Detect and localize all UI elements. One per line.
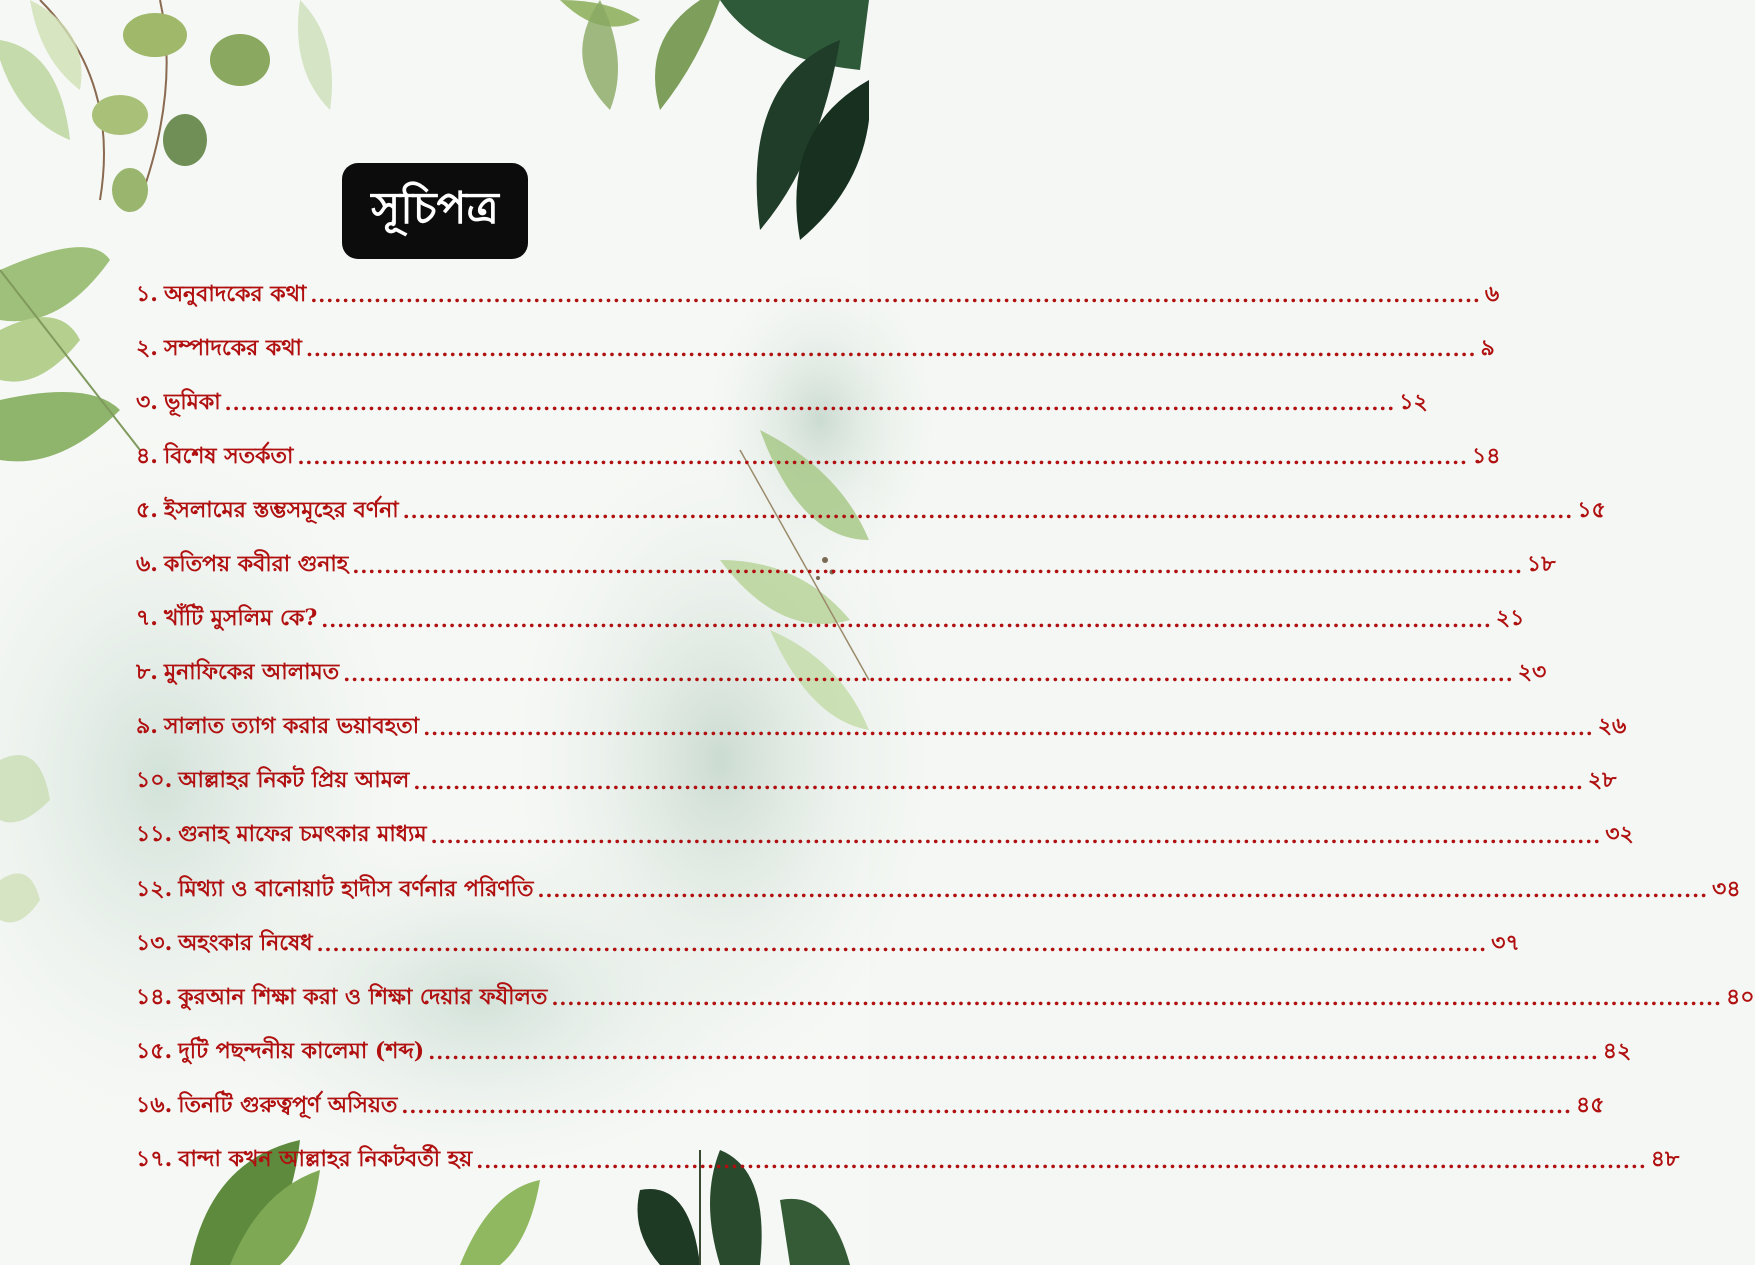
toc-entry-title: মুনাফিকের আলামত xyxy=(163,659,340,686)
toc-dot-leader: ................................................................................................................................................... xyxy=(402,499,1574,524)
toc-entry-title: দুটি পছন্দনীয় কালেমা (শব্দ) xyxy=(178,1037,425,1064)
toc-dot-leader: ................................................................................................................................................... xyxy=(224,391,1396,416)
toc-entry-number: ১৩. xyxy=(136,929,173,956)
toc-dot-leader: ................................................................................................................................................... xyxy=(413,769,1584,794)
toc-dot-leader: ................................................................................................................................................... xyxy=(343,661,1514,686)
title-box xyxy=(342,163,528,259)
toc-dot-leader: ................................................................................................................................................... xyxy=(401,1094,1572,1119)
toc-entry-number: ১৫. xyxy=(136,1037,173,1064)
toc-entry-page: ৩২ xyxy=(1605,821,1634,848)
toc-entry-title: অনুবাদকের কথা xyxy=(163,280,307,307)
toc-entry-title: কুরআন শিক্ষা করা ও শিক্ষা দেয়ার ফযীলত xyxy=(178,983,548,1010)
toc-entry-number: ১৪. xyxy=(136,983,173,1010)
toc-entry-page: ১২ xyxy=(1399,388,1428,415)
toc-entry-page: ১৫ xyxy=(1577,496,1606,523)
toc-dot-leader: ................................................................................................................................................... xyxy=(321,607,1492,632)
toc-entry-title: সম্পাদকের কথা xyxy=(163,334,302,361)
toc-entry-title: গুনাহ মাফের চমৎকার মাধ্যম xyxy=(178,821,427,848)
toc-entry-title: আল্লাহর নিকট প্রিয় আমল xyxy=(178,767,410,794)
toc-dot-leader: ................................................................................................................................................... xyxy=(305,337,1477,362)
toc-entry[interactable] xyxy=(136,1025,1632,1079)
toc-dot-leader: ................................................................................................................................................... xyxy=(430,823,1602,848)
toc-entry-page: ৪৫ xyxy=(1575,1091,1605,1118)
toc-entry-title: খাঁটি মুসলিম কে? xyxy=(163,605,318,632)
toc-dot-leader: ................................................................................................................................................... xyxy=(316,932,1488,957)
toc-entry[interactable] xyxy=(136,863,1741,917)
toc-entry[interactable] xyxy=(136,701,1627,755)
toc-entry-number: ১৭. xyxy=(136,1146,173,1173)
toc-entry-number: ৭. xyxy=(136,605,158,632)
toc-entry[interactable] xyxy=(136,593,1525,647)
toc-entry[interactable] xyxy=(136,268,1500,322)
toc-entry-number: ১০. xyxy=(136,767,173,794)
toc-entry-number: ৮. xyxy=(136,659,158,686)
toc-entry[interactable] xyxy=(136,917,1520,971)
toc-entry-page: ৪২ xyxy=(1602,1037,1632,1064)
toc-entry[interactable] xyxy=(136,971,1755,1025)
toc-entry-number: ৬. xyxy=(136,551,158,578)
toc-dot-leader: ................................................................................................................................................... xyxy=(423,715,1594,740)
toc-entry-title: কতিপয় কবীরা গুনাহ xyxy=(163,551,349,578)
toc-entry[interactable] xyxy=(136,538,1556,592)
toc-entry-number: ১১. xyxy=(136,821,173,848)
toc-entry-page: ৬ xyxy=(1484,280,1500,307)
toc-entry-number: ৩. xyxy=(136,388,158,415)
toc-dot-leader: ................................................................................................................................................... xyxy=(352,553,1523,578)
toc-entry[interactable] xyxy=(136,809,1634,863)
toc-entry-title: সালাত ত্যাগ করার ভয়াবহতা xyxy=(163,713,420,740)
toc-entry-number: ৫. xyxy=(136,496,158,523)
toc-entry-page: ৯ xyxy=(1480,334,1495,361)
toc-entry-number: ১২. xyxy=(136,875,173,902)
toc-dot-leader: ................................................................................................................................................... xyxy=(310,283,1481,308)
toc-entry-title: ইসলামের স্তম্ভসমূহের বর্ণনা xyxy=(163,496,399,523)
toc-entry[interactable] xyxy=(136,1134,1680,1188)
toc-entry[interactable] xyxy=(136,376,1428,430)
toc-entry-page: ৩৭ xyxy=(1491,929,1520,956)
toc-entry-page: ৩৪ xyxy=(1712,875,1741,902)
toc-entry-title: বিশেষ সতর্কতা xyxy=(163,442,294,469)
table-of-contents xyxy=(136,268,1755,1188)
toc-entry-page: ১৮ xyxy=(1526,551,1556,578)
toc-entry-title: ভূমিকা xyxy=(163,388,221,415)
toc-dot-leader: ................................................................................................................................................... xyxy=(537,878,1709,903)
toc-entry-page: ৪৮ xyxy=(1650,1146,1680,1173)
toc-entry[interactable] xyxy=(136,322,1495,376)
toc-entry-page: ৪০ xyxy=(1725,983,1755,1010)
toc-dot-leader: ................................................................................................................................................... xyxy=(551,986,1722,1011)
toc-dot-leader: ................................................................................................................................................... xyxy=(297,445,1468,470)
toc-entry-title: বান্দা কখন আল্লাহর নিকটবর্তী হয় xyxy=(178,1146,473,1173)
toc-entry-page: ২১ xyxy=(1495,605,1525,632)
page-title: সূচিপত্র xyxy=(371,182,499,234)
toc-entry-page: ১৪ xyxy=(1472,442,1501,469)
toc-entry-title: তিনটি গুরুত্বপূর্ণ অসিয়ত xyxy=(178,1091,398,1118)
toc-entry-number: ৪. xyxy=(136,442,158,469)
toc-entry-page: ২৩ xyxy=(1517,659,1547,686)
toc-entry-page: ২৮ xyxy=(1587,767,1617,794)
toc-entry-number: ৯. xyxy=(136,713,158,740)
toc-dot-leader: ................................................................................................................................................... xyxy=(428,1040,1599,1065)
toc-entry-number: ১৬. xyxy=(136,1091,173,1118)
toc-entry[interactable] xyxy=(136,755,1617,809)
toc-dot-leader: ................................................................................................................................................... xyxy=(476,1148,1647,1173)
toc-entry[interactable] xyxy=(136,647,1547,701)
toc-entry-number: ২. xyxy=(136,334,158,361)
toc-entry[interactable] xyxy=(136,1079,1605,1133)
toc-entry-number: ১. xyxy=(136,280,158,307)
toc-entry-page: ২৬ xyxy=(1597,713,1627,740)
toc-entry-title: অহংকার নিষেধ xyxy=(178,929,313,956)
toc-entry[interactable] xyxy=(136,430,1501,484)
toc-entry[interactable] xyxy=(136,484,1606,538)
toc-entry-title: মিথ্যা ও বানোয়াট হাদীস বর্ণনার পরিণতি xyxy=(178,875,534,902)
